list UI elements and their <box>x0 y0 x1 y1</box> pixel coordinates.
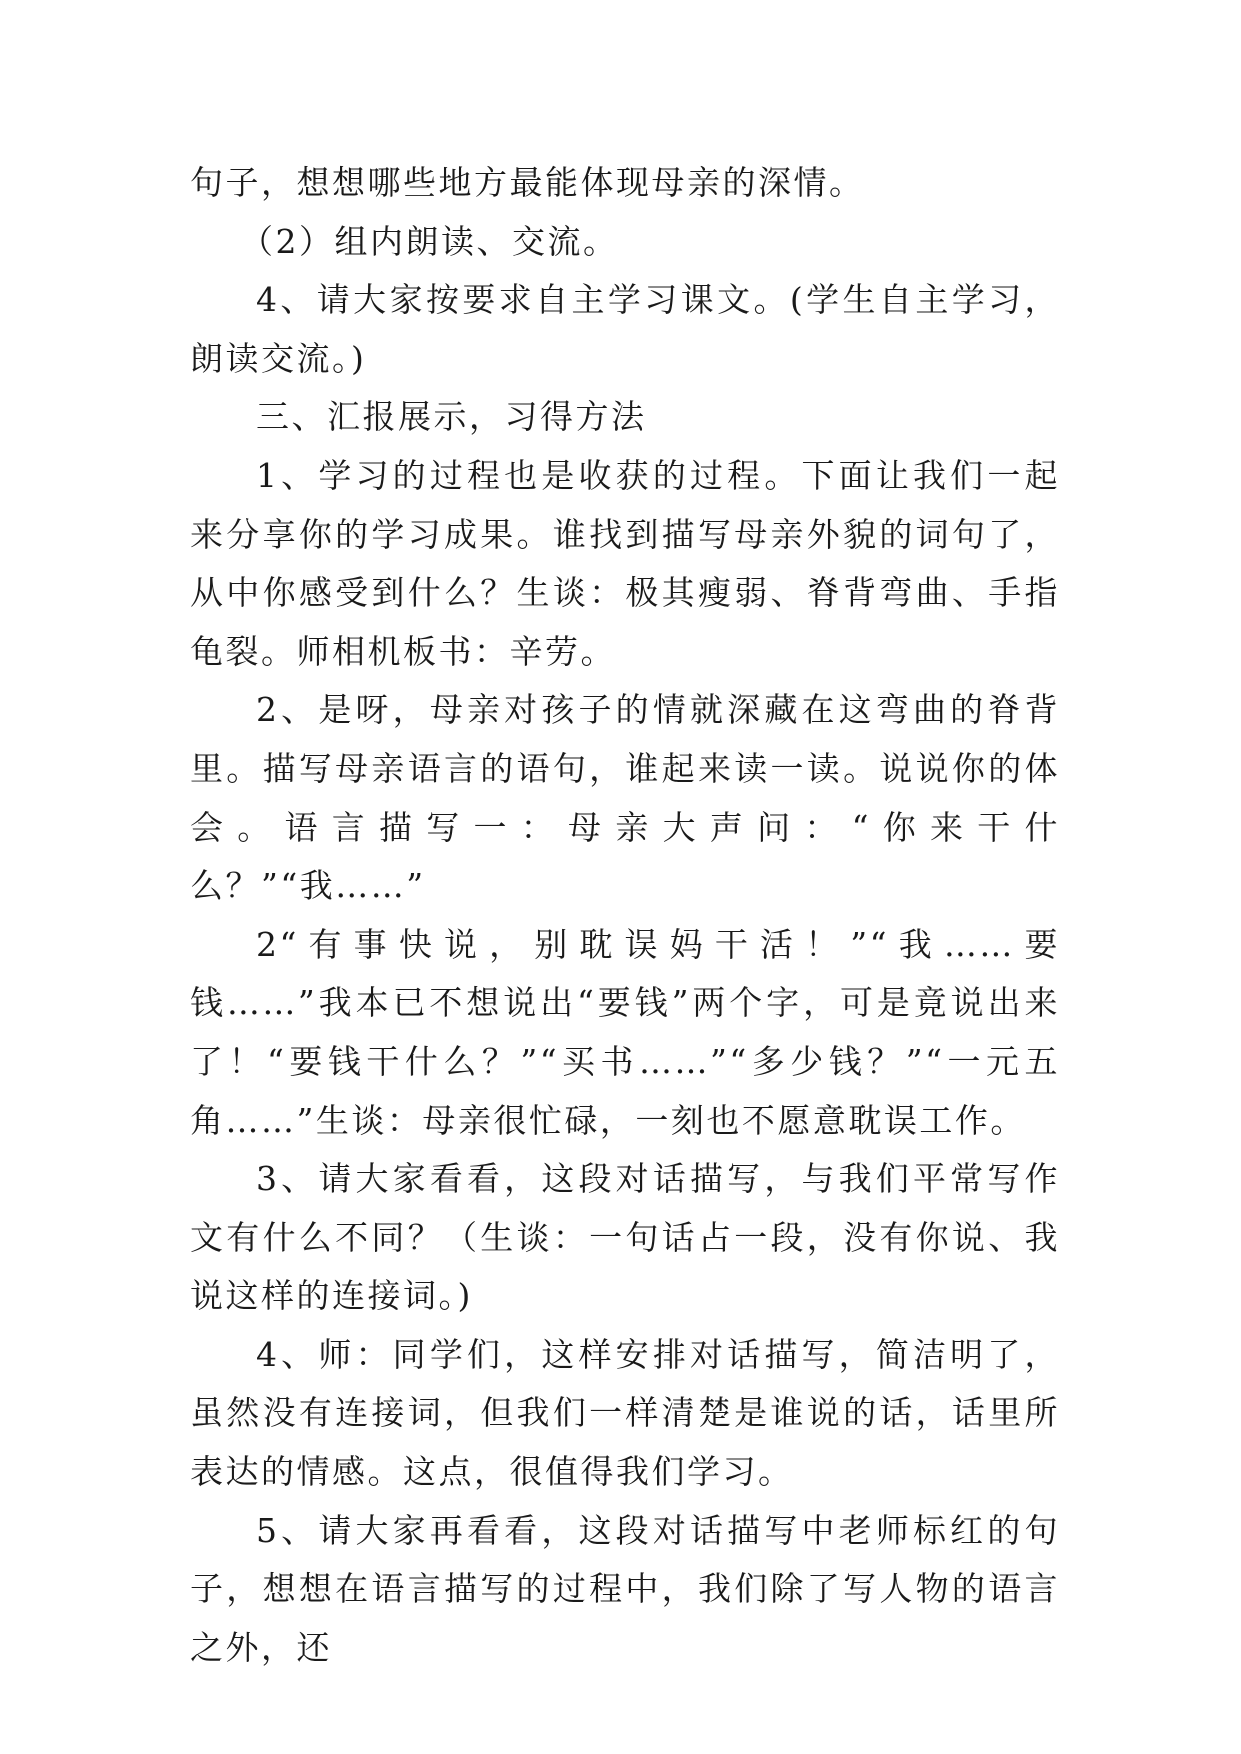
paragraph-dialogue-difference: 3、请大家看看，这段对话描写，与我们平常写作文有什么不同？（生谈：一句话占一段，没有你说、我说这样的连接词。) <box>190 1159 1060 1316</box>
document-body <box>190 154 1060 1677</box>
paragraph-language-1: 2、是呀，母亲对孩子的情就深藏在这弯曲的脊背里。描写母亲语言的语句，谁起来读一读。说说你的体会。语言描写一：母亲大声问：“你来干什么？”“我……” <box>190 690 1060 906</box>
paragraph-appearance: 1、学习的过程也是收获的过程。下面让我们一起来分享你的学习成果。谁找到描写母亲外貌的词句了，从中你感受到什么？生谈：极其瘦弱、脊背弯曲、手指龟裂。师相机板书：辛劳。 <box>190 455 1060 671</box>
paragraph-red-sentences: 5、请大家再看看，这段对话描写中老师标红的句子，想想在语言描写的过程中，我们除了写人物的语言之外，还 <box>190 1510 1060 1667</box>
paragraph-self-study: 4、请大家按要求自主学习课文。(学生自主学习，朗读交流。) <box>190 280 1060 378</box>
section-heading-report: 三、汇报展示，习得方法 <box>256 397 647 437</box>
paragraph-continuation: 句子，想想哪些地方最能体现母亲的深情。 <box>190 163 865 202</box>
paragraph-language-2: 2“有事快说，别耽误妈干活！”“我……要钱……”我本已不想说出“要钱”两个字，可是竟说出来了！“要钱干什么？”“买书……”“多少钱？”“一元五角……”生谈：母亲很忙碌，一刻也不愿意耽误工作。 <box>190 924 1060 1140</box>
paragraph-teacher-summary: 4、师：同学们，这样安排对话描写，简洁明了，虽然没有连接词，但我们一样清楚是谁说的话，话里所表达的情感。这点，很值得我们学习。 <box>190 1334 1060 1492</box>
paragraph-group-reading: （2）组内朗读、交流。 <box>240 221 619 261</box>
